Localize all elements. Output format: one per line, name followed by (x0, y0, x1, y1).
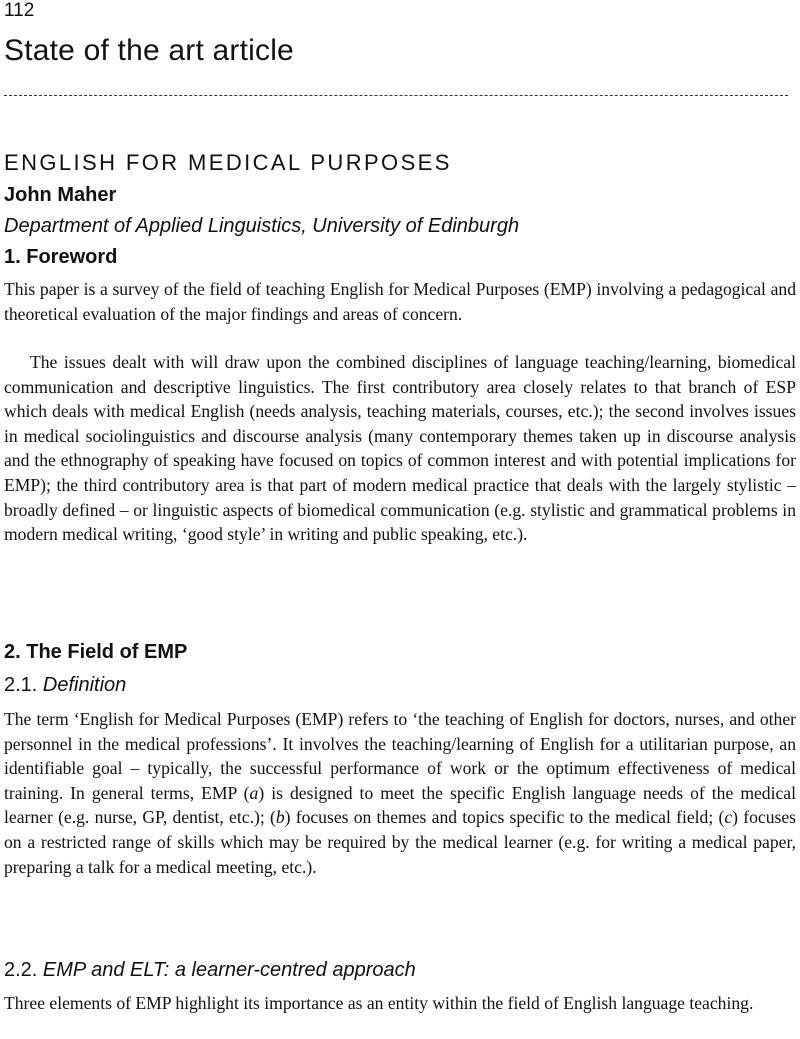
header-rule (4, 95, 788, 96)
enumeration-mark: c (724, 807, 733, 828)
subsection-heading-definition (4, 674, 126, 697)
subsection-number: 2.1. (4, 674, 38, 696)
section-heading-foreword: 1. Foreword (4, 246, 118, 268)
paragraph-foreword-1: This paper is a survey of the field of teaching English for Medical Purposes (EMP) involving a pedagogical and theoretical evaluation of the major findings and areas of concern. (4, 279, 796, 324)
subsection-heading-emp-and-elt (4, 959, 416, 982)
paragraph-emp-and-elt: Three elements of EMP highlight its importance as an entity within the field of English language teaching. (4, 993, 754, 1013)
paragraph-definition (4, 707, 796, 879)
page-number: 112 (4, 0, 35, 21)
enumeration-mark: a (249, 782, 259, 803)
author-affiliation: Department of Applied Linguistics, University of Edinburgh (4, 215, 520, 237)
text-run: ) is designed to meet the specific English language needs of the medical learner (e.g. nurse, GP, dentist, etc.); ( (4, 782, 797, 828)
author-name: John Maher (4, 184, 117, 206)
enumeration-mark: b (275, 807, 285, 828)
article-title: ENGLISH FOR MEDICAL PURPOSES (4, 150, 452, 175)
text-run: ) focuses on themes and topics specific to the medical field; ( (284, 807, 725, 828)
text-run: The term ‘English for Medical Purposes (EMP) refers to ‘the teaching of English for doctors, nurses, and other personnel in the medical professions’. It involves the teaching/learning of English for a utilitarian purpose, an identifiable goal – typically, the successful performance of work or the optimum effectiveness of medical training. In general terms, EMP ( (4, 709, 796, 803)
running-head: State of the art article (4, 34, 294, 67)
subsection-number: 2.2. (4, 959, 38, 981)
section-heading-field-of-emp: 2. The Field of EMP (4, 641, 188, 663)
paragraph-foreword-2: The issues dealt with will draw upon the combined disciplines of language teaching/learning, biomedical communication and descriptive linguistics. The first contributory area closely relates to that branch of ESP which deals with medical English (needs analysis, teaching materials, courses, etc.); the second involves issues in medical sociolinguistics and discourse analysis (many contemporary themes taken up in discourse analysis and the ethnography of speaking have focused on topics of common interest and with potential implications for EMP); the third contributory area is that part of modern medical practice that deals with the largely stylistic – broadly defined – or linguistic aspects of biomedical communication (e.g. stylistic and grammatical problems in modern medical writing, ‘good style’ in writing and public speaking, etc.). (4, 352, 796, 545)
text-run: ) focuses on a restricted range of skills which may be required by the medical learner (e.g. for writing a medical paper, preparing a talk for a medical meeting, etc.). (4, 807, 796, 877)
subsection-title: EMP and ELT: a learner-centred approach (42, 959, 416, 981)
subsection-title: Definition (42, 674, 127, 696)
